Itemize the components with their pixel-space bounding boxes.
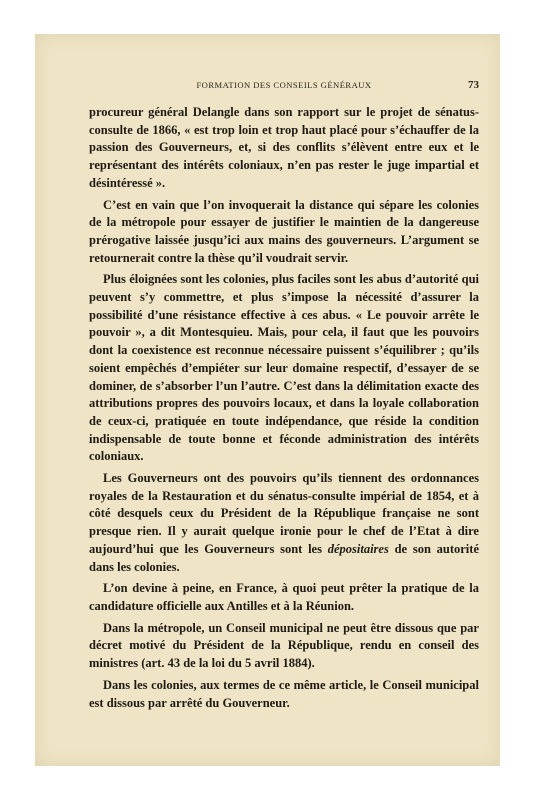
paragraph-6: Dans la métropole, un Conseil municipal ne peut être dissous que par décret motivé du Président de la République, rendu en conseil des ministres (art. 43 de la loi du 5 avril 1884). — [89, 620, 479, 671]
book-page — [35, 34, 500, 766]
paragraph-4-text-after: de son autorité dans les colonies. — [89, 541, 479, 574]
page-number: 73 — [468, 79, 479, 91]
paragraph-4-emphasis: dépositaires — [327, 541, 389, 556]
paragraph-1: procureur général Delangle dans son rapport sur le projet de sénatus-consulte de 1866, « est trop loin et trop haut placé pour s’échauffer de la passion des Gouverneurs, et, si des conflits s’élèvent entre eux et le représentant des intérêts coloniaux, n’en pas rester le juge impartial et désintéressé ». — [89, 105, 479, 190]
paragraph-5: L’on devine à peine, en France, à quoi peut prêter la pratique de la candidature officielle aux Antilles et à la Réunion. — [89, 581, 479, 613]
running-title: FORMATION DES CONSEILS GÉNÉRAUX — [196, 80, 372, 90]
paragraph-7: Dans les colonies, aux termes de ce même article, le Conseil municipal est dissous par arrêté du Gouverneur. — [89, 677, 479, 710]
paragraph-3: Plus éloignées sont les colonies, plus faciles sont les abus d’autorité qui peuvent s’y commettre, et plus s’impose la nécessité d’assurer la possibilité d’une résistance effective à ces abus. « Le pouvoir arrête le pouvoir », a dit Montesquieu. Mais, pour cela, il faut que les pouvoirs dont la coexistence est reconnue nécessaire puissent s’équilibrer ; qu’ils soient empêchés d’empiéter sur leur domaine respectif, d’essayer de se dominer, de s’absorber l’un l’autre. C’est dans la délimitation exacte des attributions propres des pouvoirs locaux, et dans la loyale collaboration de ceux-ci, pratiquée en toute indépendance, que réside la condition indispensable de toute bonne et féconde administration des intérêts coloniaux. — [89, 272, 479, 464]
paragraph-4-text-before: Les Gouverneurs ont des pouvoirs qu’ils tiennent des ordonnances royales de la Restauration et du sénatus-consulte impérial de 1854, et à côté desquels ceux du Président de la République française ne sont presque rien. Il y aurait quelque ironie pour le chef de l’Etat à dire aujourd’hui que les Gouverneurs sont les — [89, 471, 479, 556]
running-head — [89, 80, 479, 96]
paragraph-4 — [89, 470, 479, 576]
paragraph-2: C’est en vain que l’on invoquerait la distance qui sépare les colonies de la métropole pour essayer de justifier le maintien de la dangereuse prérogative laissée jusqu’ici aux mains des gouverneurs. L’argument se retournerait contre la thèse qu’il voudrait servir. — [89, 197, 479, 265]
body-text — [89, 104, 479, 716]
